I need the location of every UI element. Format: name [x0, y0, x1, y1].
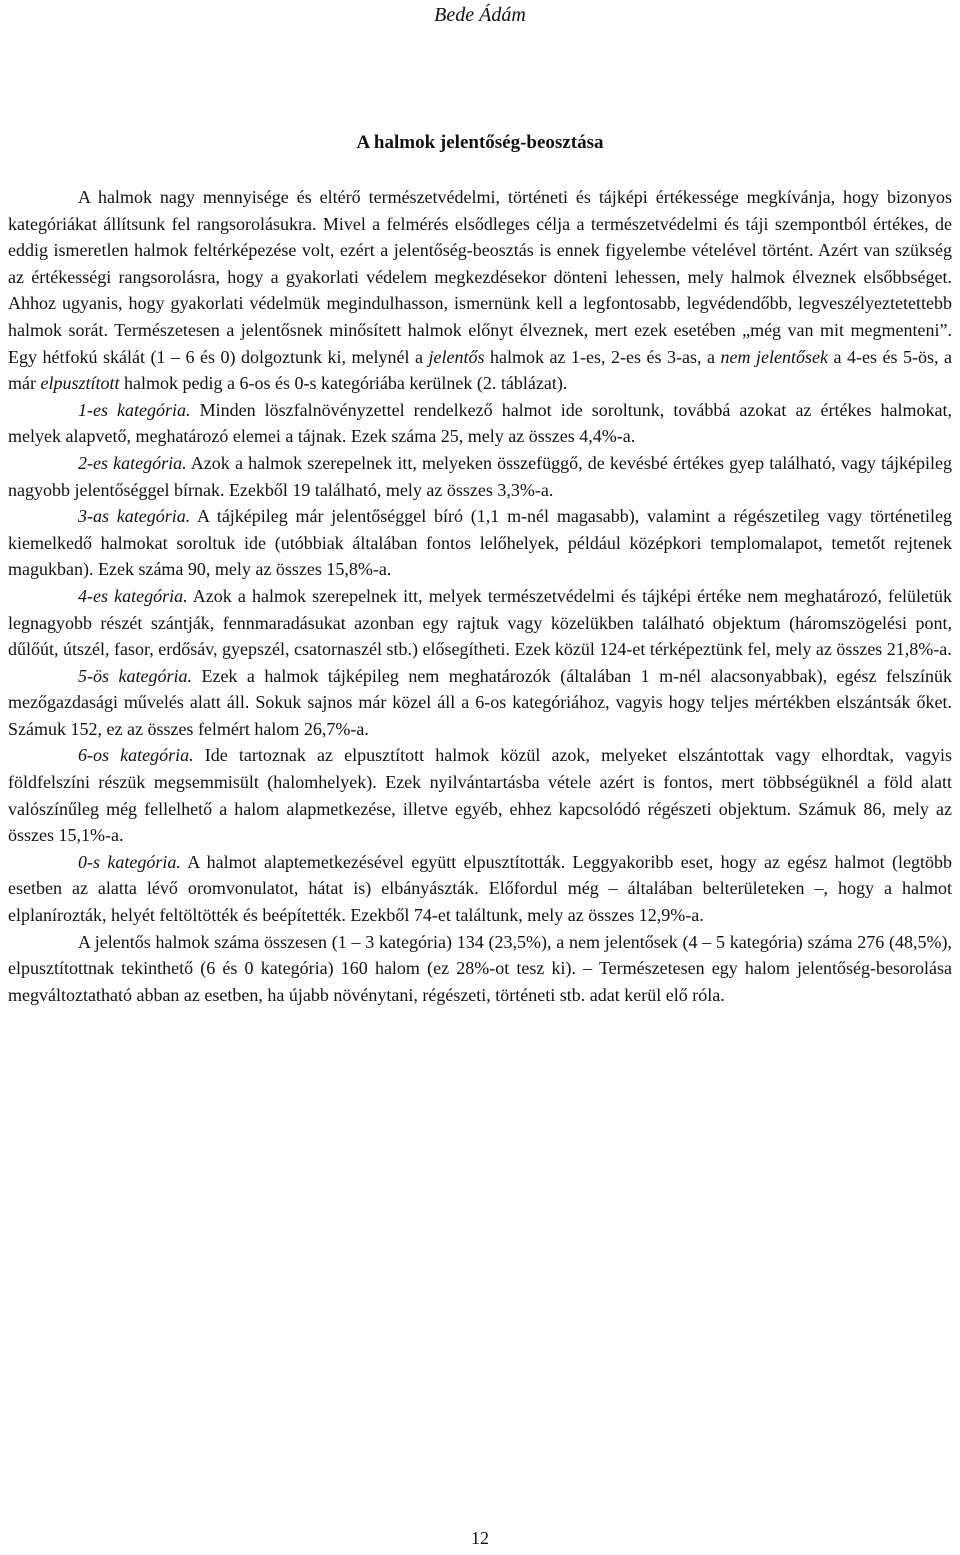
intro-emphasis-jelentos: jelentős [428, 346, 485, 367]
category-label: 2-es kategória. [78, 452, 187, 473]
category-paragraph-1 [8, 397, 952, 450]
intro-emphasis-nem-jelentosek: nem jelentősek [720, 346, 828, 367]
category-text: A tájképileg már jelentőséggel bíró (1,1 m-nél magasabb), valamint a régészetileg vagy történetileg kiemelkedő halmokat soroltuk ide (utóbbiak általában fontos lelőhelyek, például középkori templomalapot, temetőt rejtenek magukban). Ezek száma 90, mely az összes 15,8%-a. [8, 506, 953, 580]
intro-text-3: a 4-es és 5-ös, a már [8, 346, 953, 394]
category-text: Azok a halmok szerepelnek itt, melyeken összefüggő, de kevésbé értékes gyep található, vagy tájképileg nagyobb jelentőséggel bírnak. Ezekből 19 található, mely az összes 3,3%-a. [8, 452, 952, 500]
section-title: A halmok jelentőség-beosztása [356, 132, 604, 153]
intro-paragraph [8, 184, 952, 397]
category-paragraph-2 [8, 450, 952, 503]
body-text [8, 184, 952, 1008]
category-label: 0-s kategória. [78, 851, 181, 872]
running-header-author: Bede Ádám [434, 4, 526, 26]
category-paragraph-0 [8, 849, 952, 929]
category-paragraph-3 [8, 503, 952, 583]
category-text: Ezek a halmok tájképileg nem meghatározók (általában 1 m-nél alacsonyabbak), egész felszínük mezőgazdasági művelés alatt áll. Sokuk sajnos már közel áll a 6-os kategóriához, vagyis hogy teljes mértékben elszántsák őket. Számuk 152, ez az összes felmért halom 26,7%-a. [8, 665, 952, 739]
category-text: Azok a halmok szerepelnek itt, melyek természetvédelmi és tájképi értéke nem meghatározó, felületük legnagyobb részét szántják, fennmaradásukat azonban egy rajtuk vagy közelükben található objektum (háromszögelési pont, dűlőút, útszél, fasor, erdősáv, gyepszél, csatornaszél stb.) elősegítheti. Ezek közül 124-et térképeztünk fel, mely az összes 21,8%-a. [8, 585, 952, 660]
summary-paragraph: A jelentős halmok száma összesen (1 – 3 kategória) 134 (23,5%), a nem jelentősek (4 – 5 kategória) száma 276 (48,5%), elpusztítottnak tekinthető (6 és 0 kategória) 160 halom (ez 28%-ot tesz ki). – Természetesen egy halom jelentőség-besorolása megváltoztatható abban az esetben, ha újabb növénytani, régészeti, történeti stb. adat kerül elő róla. [8, 931, 952, 1005]
category-label: 4-es kategória. [78, 585, 188, 606]
category-label: 5-ös kategória. [78, 665, 192, 686]
category-paragraph-5 [8, 663, 952, 743]
intro-text-4: halmok pedig a 6-os és 0-s kategóriába kerülnek (2. táblázat). [119, 373, 568, 394]
category-text: Ide tartoznak az elpusztított halmok közül azok, melyeket elszántottak vagy elhordtak, vagyis földfelszíni részük megsemmisült (halomhelyek). Ezek nyilvántartásba vétele azért is fontos, mert többségüknél a föld alatt valószínűleg még fellelhető a halom alapmetkezése, illetve egyéb, ehhez kapcsolódó régészeti objektum. Számuk 86, mely az összes 15,1%-a. [8, 745, 952, 846]
category-paragraph-4 [8, 583, 952, 663]
intro-text-2: halmok az 1-es, 2-es és 3-as, a [484, 346, 721, 367]
category-label: 1-es kategória. [78, 399, 191, 420]
page-number: 12 [471, 1528, 489, 1548]
category-paragraph-6 [8, 742, 952, 848]
intro-text-1: A halmok nagy mennyisége és eltérő természetvédelmi, történeti és tájképi értékessége megkívánja, hogy bizonyos kategóriákat állítsunk fel rangsorolásukra. Mivel a felmérés elsődleges célja a természetvédelmi és táji szempontból értékes, de eddig ismeretlen halmok feltérképezése volt, ezért a jelentőség-beosztás is ennek figyelembe vételével történt. Azért van szükség az értékességi rangsorolásra, hogy a gyakorlati védelem megkezdésekor dönteni lehessen, mely halmok élveznek elsőbbséget. Ahhoz ugyanis, hogy gyakorlati védelmük megindulhasson, ismernünk kell a legfontosabb, legvédendőbb, legveszélyeztetettebb halmok sorát. Természetesen a jelentősnek minősített halmok előnyt élveznek, mert ezek esetében „még van mit megmenteni”. Egy hétfokú skálát (1 – 6 és 0) dolgoztunk ki, melynél a [8, 187, 952, 367]
category-label: 6-os kategória. [78, 745, 194, 766]
intro-emphasis-elpusztitott: elpusztított [40, 373, 120, 394]
category-label: 3-as kategória. [78, 506, 191, 527]
category-text: Minden löszfalnövényzettel rendelkező halmot ide soroltunk, továbbá azokat az értékes halmokat, melyek alapvető, meghatározó elemei a tájnak. Ezek száma 25, mely az összes 4,4%-a. [8, 399, 952, 447]
category-text: A halmot alaptemetkezésével együtt elpusztították. Leggyakoribb eset, hogy az egész halmot (legtöbb esetben az alatta lévő oromvonulatot, hátat is) elbányászták. Előfordul még – általában belterületeken –, hogy a halmot elplanírozták, helyét feltöltötték és beépítették. Ezekből 74-et találtunk, mely az összes 12,9%-a. [8, 851, 952, 926]
